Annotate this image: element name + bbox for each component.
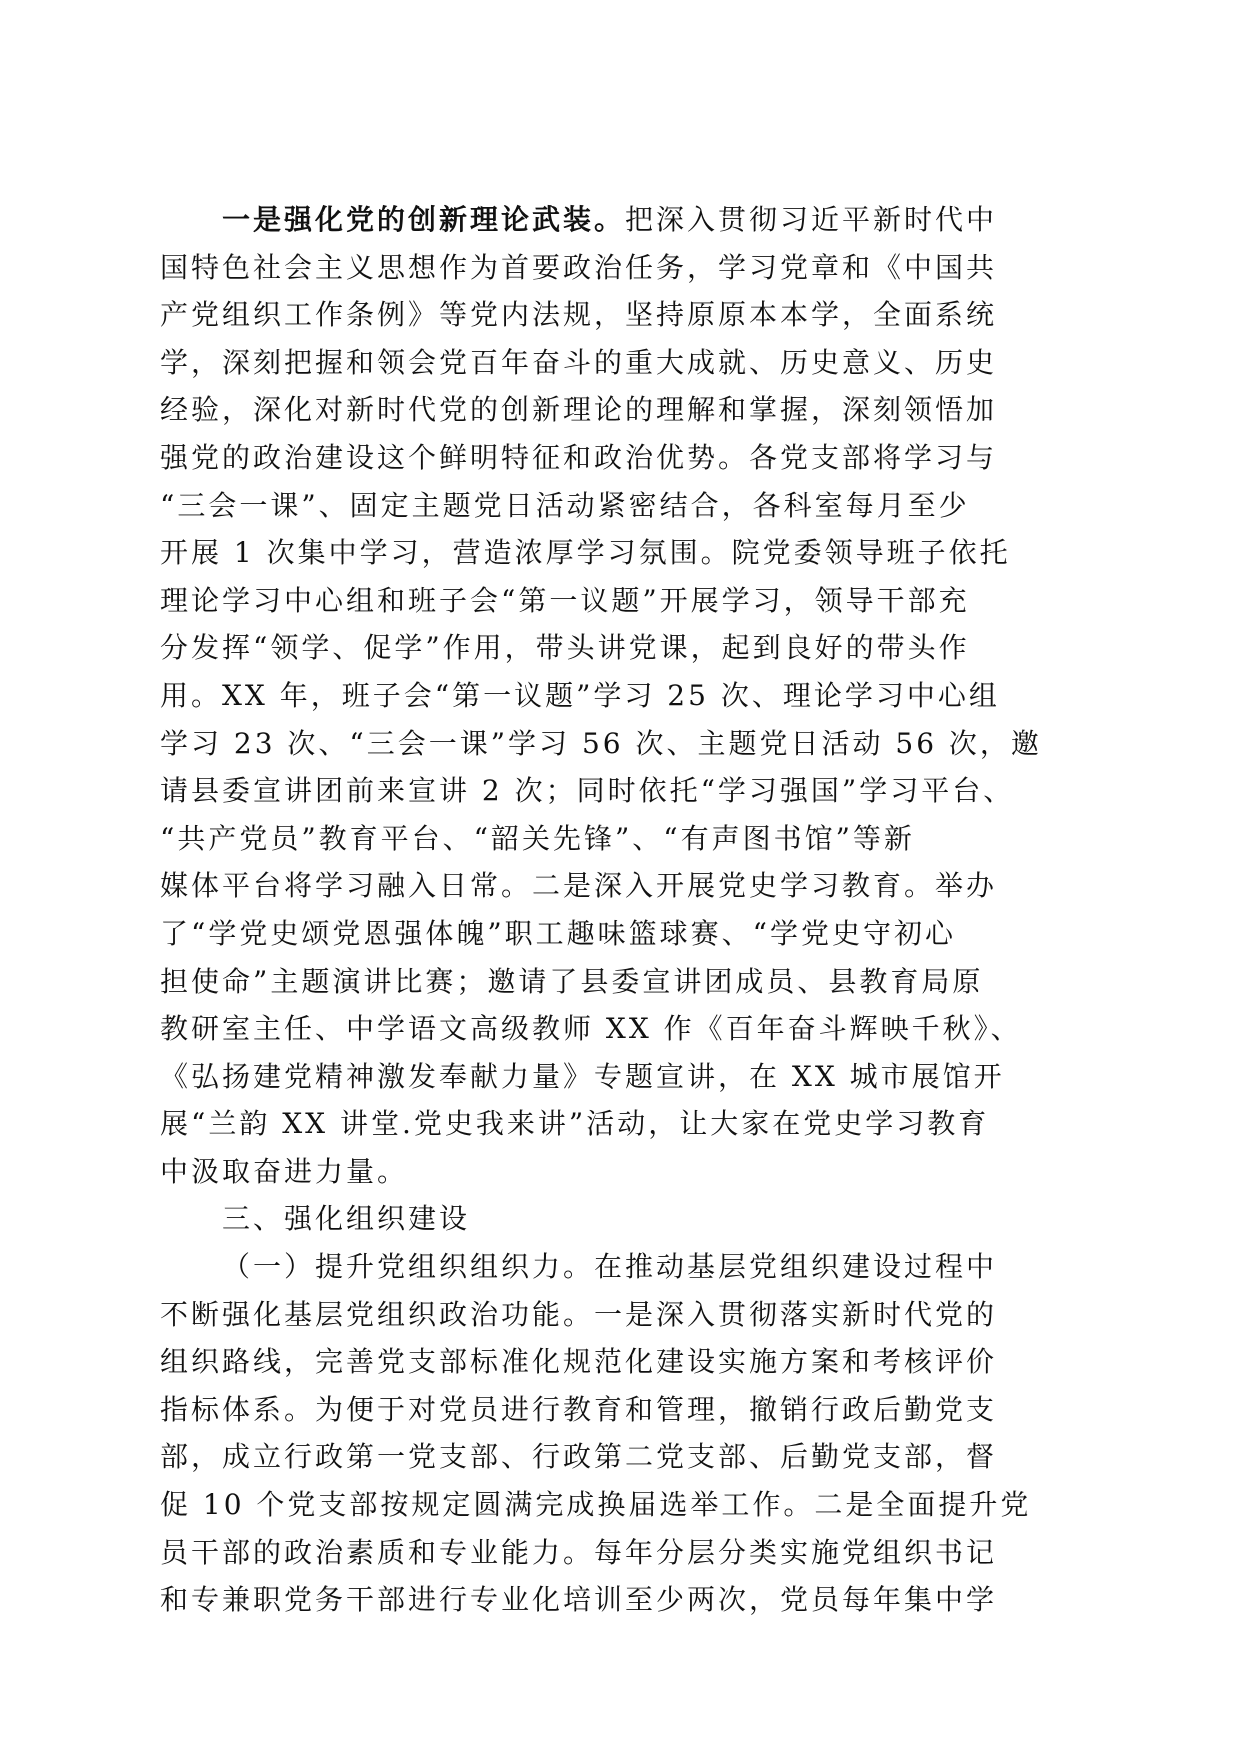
section-heading: 三、强化组织建设 <box>222 1202 471 1236</box>
document-page <box>160 196 1080 1624</box>
paragraph-1-line-21: 中汲取奋进力量。 <box>160 1154 409 1188</box>
paragraph-1-line-13: 请县委宣讲团前来宣讲 2 次；同时依托“学习强国”学习平台、 <box>160 774 1015 808</box>
paragraph-1-line-5: 经验，深化对新时代党的创新理论的理解和掌握，深刻领悟加 <box>160 393 998 427</box>
paragraph-1-line-11: 用。XX 年，班子会“第一议题”学习 25 次、理论学习中心组 <box>160 678 1000 712</box>
paragraph-1-line-1-text: 把深入贯彻习近平新时代中 <box>625 203 998 236</box>
paragraph-2-line-4: 指标体系。为便于对党员进行教育和管理，撤销行政后勤党支 <box>160 1392 998 1426</box>
paragraph-2-line-6: 促 10 个党支部按规定圆满完成换届选举工作。二是全面提升党 <box>160 1488 1032 1522</box>
paragraph-1-line-19: 《弘扬建党精神激发奉献力量》专题宣讲，在 XX 城市展馆开 <box>160 1059 1005 1093</box>
paragraph-1-line-2: 国特色社会主义思想作为首要政治任务，学习党章和《中国共 <box>160 250 998 284</box>
paragraph-2-line-2: 不断强化基层党组织政治功能。一是深入贯彻落实新时代党的 <box>160 1297 998 1331</box>
paragraph-1-line-16: 了“学党史颂党恩强体魄”职工趣味篮球赛、“学党史守初心 <box>160 916 956 950</box>
paragraph-1-line-3: 产党组织工作条例》等党内法规，坚持原原本本学，全面系统 <box>160 298 998 332</box>
paragraph-1-line-17: 担使命”主题演讲比赛；邀请了县委宣讲团成员、县教育局原 <box>160 964 984 998</box>
paragraph-1-line-12: 学习 23 次、“三会一课”学习 56 次、主题党日活动 56 次，邀 <box>160 726 1042 760</box>
paragraph-2-line-3: 组织路线，完善党支部标准化规范化建设实施方案和考核评价 <box>160 1345 998 1379</box>
paragraph-1-line-15: 媒体平台将学习融入日常。二是深入开展党史学习教育。举办 <box>160 869 998 903</box>
paragraph-1-line-18: 教研室主任、中学语文高级教师 XX 作《百年奋斗辉映千秋》、 <box>160 1012 1022 1046</box>
paragraph-1-line-9: 理论学习中心组和班子会“第一议题”开展学习，领导干部充 <box>160 583 970 617</box>
paragraph-1-line-7: “三会一课”、固定主题党日活动紧密结合，各科室每月至少 <box>160 488 970 522</box>
paragraph-1-line-1 <box>160 196 1080 244</box>
paragraph-1-line-10: 分发挥“领学、促学”作用，带头讲党课，起到良好的带头作 <box>160 631 970 665</box>
paragraph-1-line-4: 学，深刻把握和领会党百年奋斗的重大成就、历史意义、历史 <box>160 345 998 379</box>
paragraph-1-line-8: 开展 1 次集中学习，营造浓厚学习氛围。院党委领导班子依托 <box>160 536 1011 570</box>
paragraph-2-line-1: （一）提升党组织组织力。在推动基层党组织建设过程中 <box>222 1250 998 1284</box>
paragraph-1-line-14: “共产党员”教育平台、“韶关先锋”、“有声图书馆”等新 <box>160 821 915 855</box>
paragraph-2-line-7: 员干部的政治素质和专业能力。每年分层分类实施党组织书记 <box>160 1535 998 1569</box>
paragraph-1-line-6: 强党的政治建设这个鲜明特征和政治优势。各党支部将学习与 <box>160 440 998 474</box>
paragraph-1-line-20: 展“兰韵 XX 讲堂.党史我来讲”活动，让大家在党史学习教育 <box>160 1107 990 1141</box>
paragraph-2-line-8: 和专兼职党务干部进行专业化培训至少两次，党员每年集中学 <box>160 1583 998 1617</box>
paragraph-1-heading: 一是强化党的创新理论武装。 <box>222 203 626 236</box>
paragraph-2-line-5: 部，成立行政第一党支部、行政第二党支部、后勤党支部，督 <box>160 1440 998 1474</box>
